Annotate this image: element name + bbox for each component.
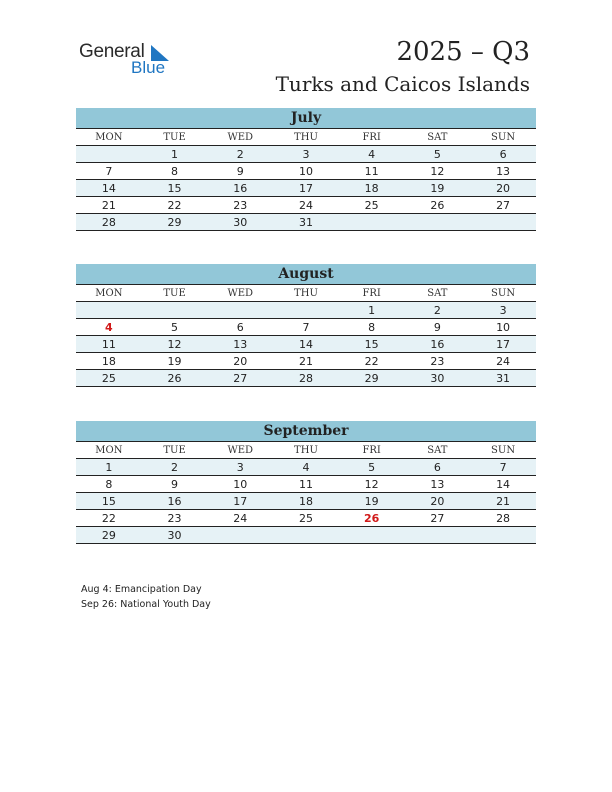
date-cell: 31 (298, 215, 313, 229)
date-cell: 19 (364, 494, 379, 508)
date-cell: 24 (233, 511, 248, 525)
weekday-label: WED (227, 444, 254, 456)
date-cell: 2 (236, 147, 244, 161)
date-cell: 26 (430, 198, 445, 212)
date-cell: 23 (430, 354, 445, 368)
date-cell: 12 (167, 337, 182, 351)
page-title-year: 2025 – Q3 (396, 37, 530, 67)
date-cell: 19 (167, 354, 182, 368)
weekday-label: WED (227, 131, 254, 143)
date-cell: 8 (171, 164, 179, 178)
date-cell: 22 (101, 511, 116, 525)
weekday-label: SUN (491, 287, 516, 299)
date-cell: 25 (364, 198, 379, 212)
date-cell: 6 (499, 147, 507, 161)
date-cell: 9 (171, 477, 179, 491)
date-cell: 16 (167, 494, 182, 508)
week-row (76, 510, 536, 527)
date-cell: 3 (302, 147, 310, 161)
date-cell: 24 (298, 198, 313, 212)
weekday-label: SAT (427, 287, 448, 299)
date-cell: 11 (101, 337, 116, 351)
holiday-note: Sep 26: National Youth Day (81, 599, 211, 610)
date-cell: 1 (171, 147, 179, 161)
date-cell: 29 (167, 215, 182, 229)
date-cell: 8 (105, 477, 113, 491)
date-cell: 27 (233, 371, 248, 385)
week-row (76, 336, 536, 353)
week-row (76, 493, 536, 510)
date-cell: 25 (298, 511, 313, 525)
week-row (76, 163, 536, 180)
page-title-country: Turks and Caicos Islands (275, 72, 530, 96)
holiday-date-cell: 4 (105, 320, 113, 334)
weekday-label: TUE (163, 287, 186, 299)
date-cell: 21 (496, 494, 511, 508)
date-cell: 18 (364, 181, 379, 195)
date-cell: 27 (430, 511, 445, 525)
date-cell: 16 (233, 181, 248, 195)
date-cell: 12 (364, 477, 379, 491)
date-cell: 17 (233, 494, 248, 508)
month-july (76, 108, 536, 231)
weekday-header-row (76, 284, 536, 302)
date-cell: 17 (496, 337, 511, 351)
weekday-label: TUE (163, 444, 186, 456)
date-cell: 24 (496, 354, 511, 368)
date-cell: 6 (236, 320, 244, 334)
date-cell: 15 (101, 494, 116, 508)
date-cell: 20 (496, 181, 511, 195)
date-cell: 16 (430, 337, 445, 351)
holiday-date-cell: 26 (364, 511, 380, 525)
weekday-label: TUE (163, 131, 186, 143)
weekday-header-row (76, 128, 536, 146)
weekday-label: THU (294, 131, 318, 143)
date-cell: 3 (236, 460, 244, 474)
date-cell: 21 (298, 354, 313, 368)
date-cell: 10 (496, 320, 511, 334)
date-cell: 7 (302, 320, 310, 334)
date-cell: 23 (233, 198, 248, 212)
date-cell: 4 (368, 147, 376, 161)
date-cell: 15 (167, 181, 182, 195)
date-cell: 2 (433, 303, 441, 317)
date-cell: 6 (433, 460, 441, 474)
date-cell: 11 (364, 164, 379, 178)
date-cell: 20 (233, 354, 248, 368)
weekday-label: SAT (427, 131, 448, 143)
date-cell: 30 (167, 528, 182, 542)
date-cell: 17 (298, 181, 313, 195)
date-cell: 7 (499, 460, 507, 474)
date-cell: 10 (233, 477, 248, 491)
date-cell: 3 (499, 303, 507, 317)
week-row (76, 302, 536, 319)
weekday-label: FRI (362, 287, 381, 299)
date-cell: 14 (298, 337, 313, 351)
weekday-label: SUN (491, 131, 516, 143)
date-cell: 23 (167, 511, 182, 525)
month-title: July (76, 108, 536, 128)
week-row (76, 197, 536, 214)
date-cell: 15 (364, 337, 379, 351)
date-cell: 31 (496, 371, 511, 385)
date-cell: 10 (298, 164, 313, 178)
date-cell: 14 (101, 181, 116, 195)
date-cell: 13 (233, 337, 248, 351)
date-cell: 21 (101, 198, 116, 212)
week-row (76, 459, 536, 476)
date-cell: 8 (368, 320, 376, 334)
week-row (76, 353, 536, 370)
date-cell: 18 (298, 494, 313, 508)
weekday-label: FRI (362, 444, 381, 456)
logo-general-text: General (79, 41, 145, 62)
month-title: September (76, 421, 536, 441)
week-row (76, 214, 536, 231)
date-cell: 30 (430, 371, 445, 385)
date-cell: 22 (364, 354, 379, 368)
date-cell: 27 (496, 198, 511, 212)
date-cell: 28 (496, 511, 511, 525)
logo (79, 41, 179, 77)
weekday-label: MON (95, 131, 123, 143)
date-cell: 11 (298, 477, 313, 491)
weekday-label: THU (294, 287, 318, 299)
date-cell: 5 (433, 147, 441, 161)
date-cell: 9 (433, 320, 441, 334)
date-cell: 14 (496, 477, 511, 491)
date-cell: 29 (364, 371, 379, 385)
date-cell: 13 (496, 164, 511, 178)
week-row (76, 527, 536, 544)
date-cell: 5 (368, 460, 376, 474)
date-cell: 1 (368, 303, 376, 317)
date-cell: 28 (298, 371, 313, 385)
weekday-label: THU (294, 444, 318, 456)
date-cell: 2 (171, 460, 179, 474)
weekday-header-row (76, 441, 536, 459)
date-cell: 4 (302, 460, 310, 474)
date-cell: 1 (105, 460, 113, 474)
month-august (76, 264, 536, 387)
date-cell: 25 (101, 371, 116, 385)
month-title: August (76, 264, 536, 284)
week-row (76, 180, 536, 197)
weekday-label: WED (227, 287, 254, 299)
weekday-label: SAT (427, 444, 448, 456)
holiday-notes (81, 582, 211, 612)
date-cell: 19 (430, 181, 445, 195)
date-cell: 12 (430, 164, 445, 178)
month-september (76, 421, 536, 544)
week-row (76, 146, 536, 163)
date-cell: 30 (233, 215, 248, 229)
date-cell: 18 (101, 354, 116, 368)
date-cell: 28 (101, 215, 116, 229)
logo-blue-text: Blue (131, 58, 166, 77)
date-cell: 9 (236, 164, 244, 178)
date-cell: 29 (101, 528, 116, 542)
week-row (76, 370, 536, 387)
date-cell: 22 (167, 198, 182, 212)
date-cell: 7 (105, 164, 113, 178)
weekday-label: FRI (362, 131, 381, 143)
date-cell: 13 (430, 477, 445, 491)
week-row (76, 476, 536, 493)
weekday-label: MON (95, 444, 123, 456)
date-cell: 20 (430, 494, 445, 508)
date-cell: 26 (167, 371, 182, 385)
weekday-label: MON (95, 287, 123, 299)
week-row (76, 319, 536, 336)
date-cell: 5 (171, 320, 179, 334)
weekday-label: SUN (491, 444, 516, 456)
holiday-note: Aug 4: Emancipation Day (81, 584, 202, 595)
